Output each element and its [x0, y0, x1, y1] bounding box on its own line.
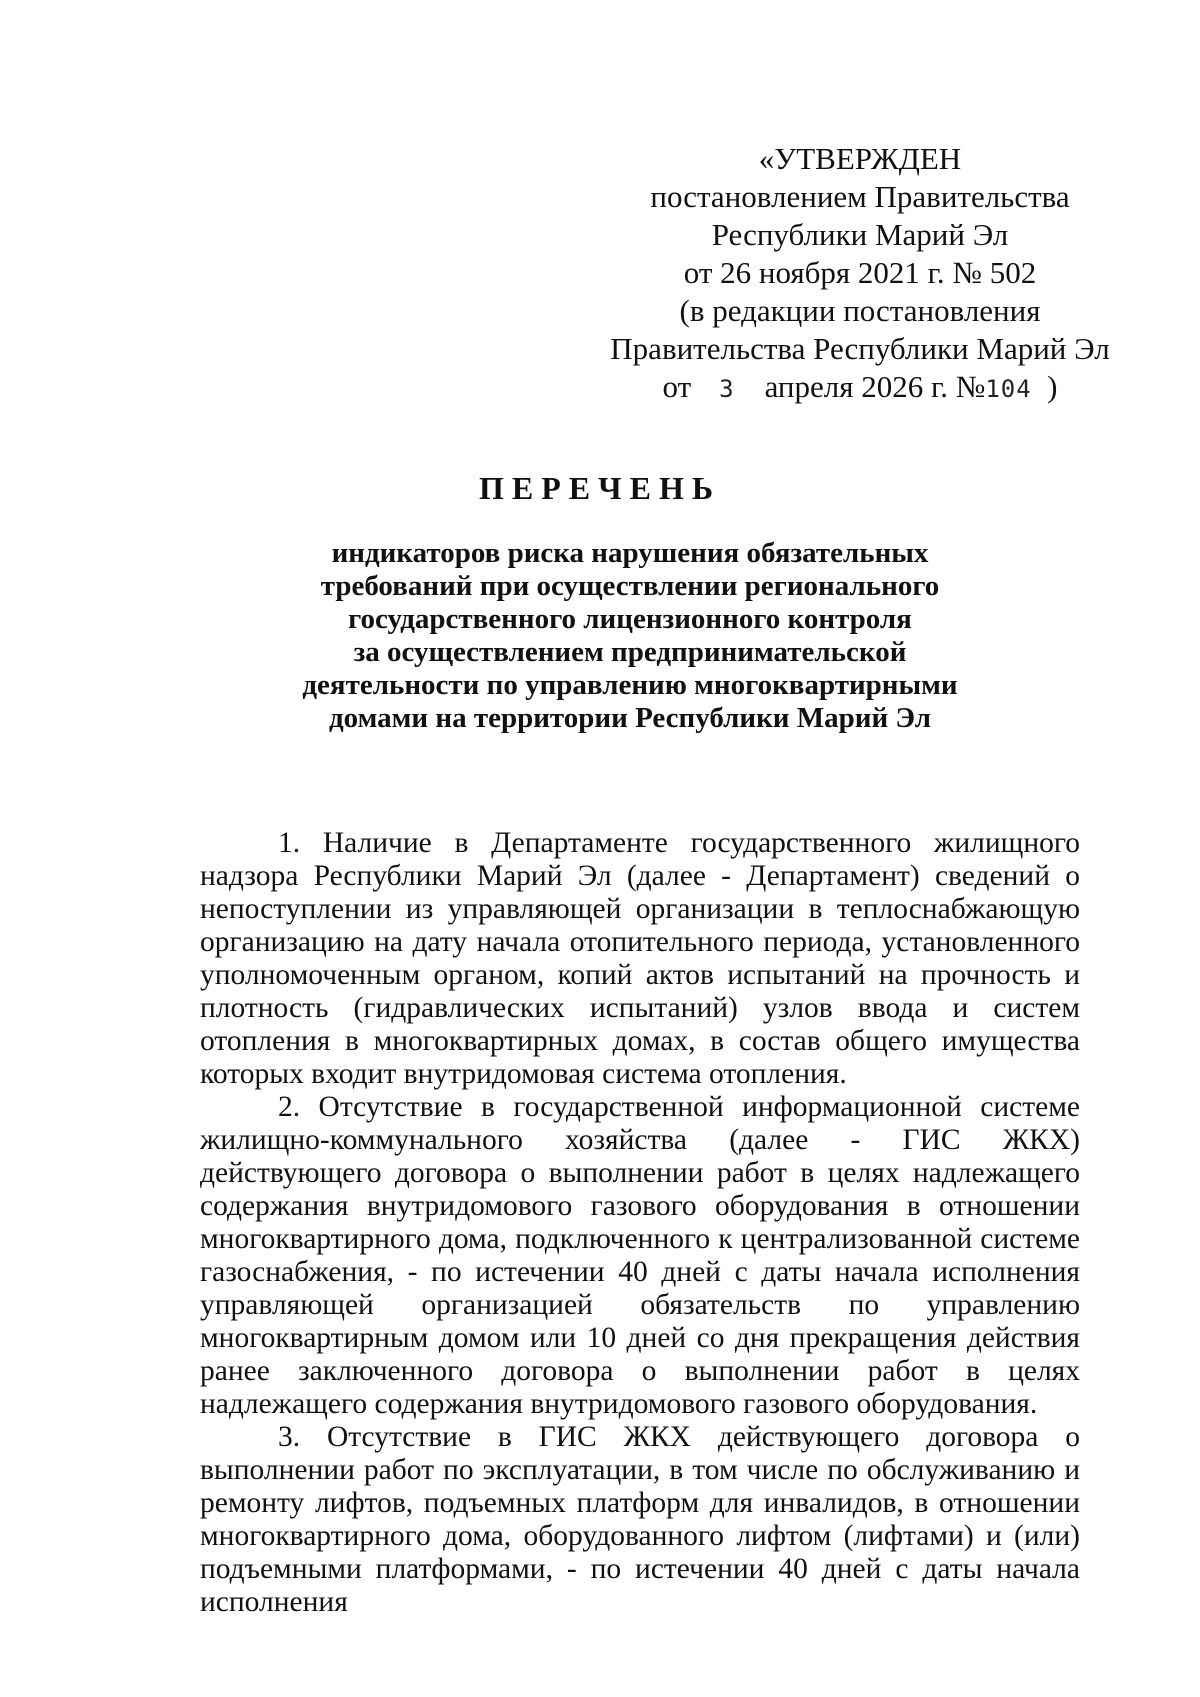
approval-date-day: 3 — [719, 375, 735, 403]
approval-stamp-block — [600, 140, 1120, 408]
approval-line-7 — [600, 368, 1120, 408]
document-subtitle — [250, 537, 1010, 735]
approval-line-5: (в редакции постановления — [679, 293, 1041, 328]
approval-date-month-year: апреля 2026 г. № — [764, 369, 986, 404]
approval-heading: «УТВЕРЖДЕН — [758, 141, 962, 176]
approval-line-2: постановлением Правительства — [650, 179, 1070, 214]
approval-date-prefix: от — [662, 369, 692, 404]
subtitle-line-3: государственного лицензионного контроля — [348, 603, 912, 635]
document-title: ПЕРЕЧЕНЬ — [479, 470, 721, 506]
paragraph-1: 1. Наличие в Департаменте государственного жилищного надзора Республики Марий Эл (далее - Департамент) сведений о непоступлении из управляющей организации в теплоснабжающую организацию на дату начала отопительного периода, установленного уполномоченным органом, копий актов испытаний на прочность и плотность (гидравлических испытаний) узлов ввода и систем отопления в многоквартирных домах, в состав общего имущества которых входит внутридомовая система отопления. — [200, 827, 1080, 1090]
approval-closing-paren: ) — [1047, 369, 1058, 404]
subtitle-line-2: требований при осуществлении регионального — [320, 570, 940, 602]
paragraph-2: 2. Отсутствие в государственной информационной системе жилищно-коммунального хозяйства (далее - ГИС ЖКХ) действующего договора о выполнении работ в целях надлежащего содержания внутридомового газового оборудования в отношении многоквартирного дома, подключенного к централизованной системе газоснабжения, - по истечении 40 дней с даты начала исполнения управляющей организацией обязательств по управлению многоквартирным домом или 10 дней со дня прекращения действия ранее заключенного договора о выполнении работ в целях надлежащего содержания внутридомового газового оборудования. — [200, 1091, 1080, 1420]
document-body — [200, 827, 1080, 1619]
approval-document-number: 104 — [985, 375, 1032, 403]
subtitle-line-5: деятельности по управлению многоквартирными — [302, 669, 958, 701]
subtitle-line-6: домами на территории Республики Марий Эл — [329, 702, 931, 734]
approval-line-3: Республики Марий Эл — [711, 217, 1009, 252]
approval-line-6: Правительства Республики Марий Эл — [610, 331, 1110, 366]
approval-line-4: от 26 ноября 2021 г. № 502 — [683, 255, 1037, 290]
subtitle-line-1: индикаторов риска нарушения обязательных — [331, 537, 929, 569]
paragraph-3: 3. Отсутствие в ГИС ЖКХ действующего договора о выполнении работ по эксплуатации, в том числе по обслуживанию и ремонту лифтов, подъемных платформ для инвалидов, в отношении многоквартирного дома, оборудованного лифтом (лифтами) и (или) подъемными платформами, - по истечении 40 дней с даты начала исполнения — [200, 1421, 1080, 1618]
subtitle-line-4: за осуществлением предпринимательской — [353, 636, 907, 668]
